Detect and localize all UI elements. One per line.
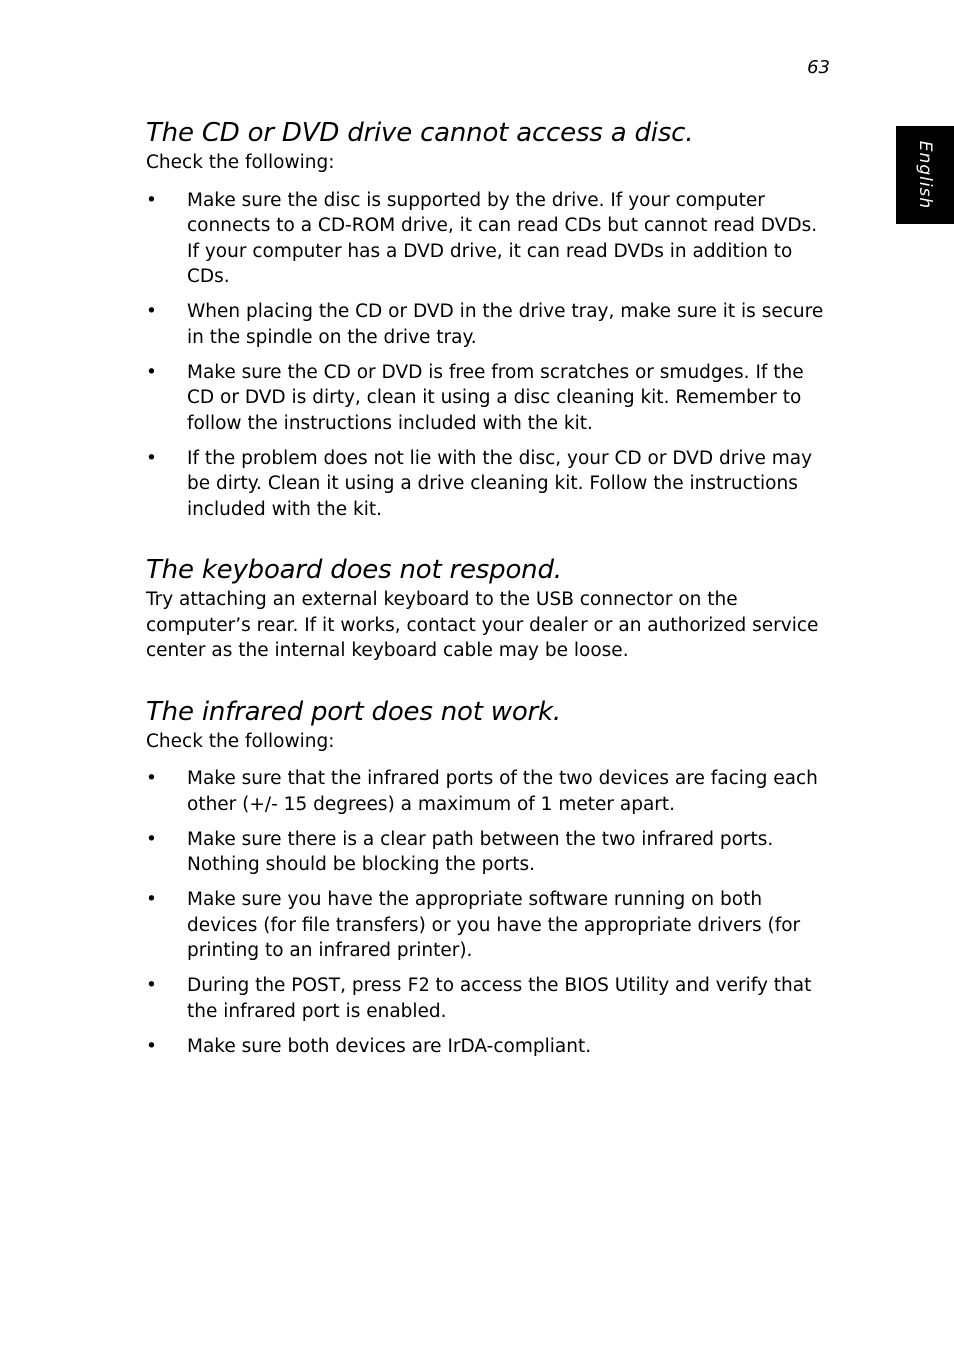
- bullet-icon: •: [146, 1035, 157, 1057]
- section-infrared: [146, 695, 834, 1060]
- bullet-icon: •: [146, 768, 157, 789]
- section-body: Try attaching an external keyboard to the USB connector on the computer’s rear. If it works, contact your dealer or an authorized service center as the internal keyboard cable may be loose.: [146, 589, 819, 661]
- bullet-icon: •: [146, 301, 157, 322]
- list-item: [146, 299, 834, 350]
- list-item-text: Make sure you have the appropriate software running on both devices (for file transfers) or you have the appropriate drivers (for printing to an infrared printer).: [187, 889, 801, 961]
- bullet-icon: •: [146, 189, 157, 211]
- language-tab-label: English: [915, 140, 935, 210]
- section-heading: The keyboard does not respond.: [146, 555, 562, 585]
- list-item-text: Make sure there is a clear path between the two infrared ports. Nothing should be blocking the ports.: [187, 828, 774, 875]
- section-heading: The CD or DVD drive cannot access a disc.: [146, 118, 694, 148]
- list-item-text: When placing the CD or DVD in the drive tray, make sure it is secure in the spindle on the drive tray.: [187, 301, 824, 348]
- section-intro: Check the following:: [146, 730, 335, 752]
- page-content: [146, 116, 834, 1069]
- list-item: [146, 1034, 834, 1060]
- list-item: [146, 887, 834, 964]
- section-intro: Check the following:: [146, 152, 335, 173]
- list-item-text: If the problem does not lie with the disc, your CD or DVD drive may be dirty. Clean it using a drive cleaning kit. Follow the instructions included with the kit.: [187, 447, 813, 520]
- list-item: [146, 827, 834, 878]
- list-item: [146, 446, 834, 523]
- bullet-icon: •: [146, 889, 157, 910]
- section-keyboard: [146, 553, 834, 664]
- list-item-text: Make sure the CD or DVD is free from scratches or smudges. If the CD or DVD is dirty, clean it using a disc cleaning kit. Remember to follow the instructions included with the kit.: [187, 361, 804, 434]
- bullet-icon: •: [146, 828, 157, 850]
- list-item: [146, 766, 834, 817]
- page-number: 63: [807, 57, 830, 78]
- list-item-text: Make sure that the infrared ports of the two devices are facing each other (+/- 15 degrees) a maximum of 1 meter apart.: [187, 768, 818, 815]
- bullet-list: [146, 188, 834, 523]
- list-item-text: [187, 975, 811, 1022]
- section-cd-dvd: [146, 116, 834, 522]
- list-item: [146, 360, 834, 437]
- bullet-icon: •: [146, 361, 157, 383]
- list-item-text-before: During the POST, press: [187, 975, 408, 996]
- list-item-text-after: to access the BIOS Utility and verify that the infrared port is enabled.: [187, 975, 812, 1022]
- list-item-text: Make sure both devices are IrDA-compliant.: [187, 1035, 592, 1057]
- list-item-text: Make sure the disc is supported by the drive. If your computer connects to a CD-ROM drive, it can read CDs but cannot read DVDs. If your computer has a DVD drive, it can read DVDs in addition to CDs.: [187, 189, 818, 287]
- list-item: [146, 188, 834, 290]
- language-tab: [896, 126, 954, 224]
- section-heading: The infrared port does not work.: [146, 696, 561, 727]
- list-item: [146, 973, 834, 1024]
- bullet-list: [146, 766, 834, 1059]
- bullet-icon: •: [146, 975, 157, 996]
- bullet-icon: •: [146, 447, 157, 469]
- key-label: F2: [407, 975, 430, 996]
